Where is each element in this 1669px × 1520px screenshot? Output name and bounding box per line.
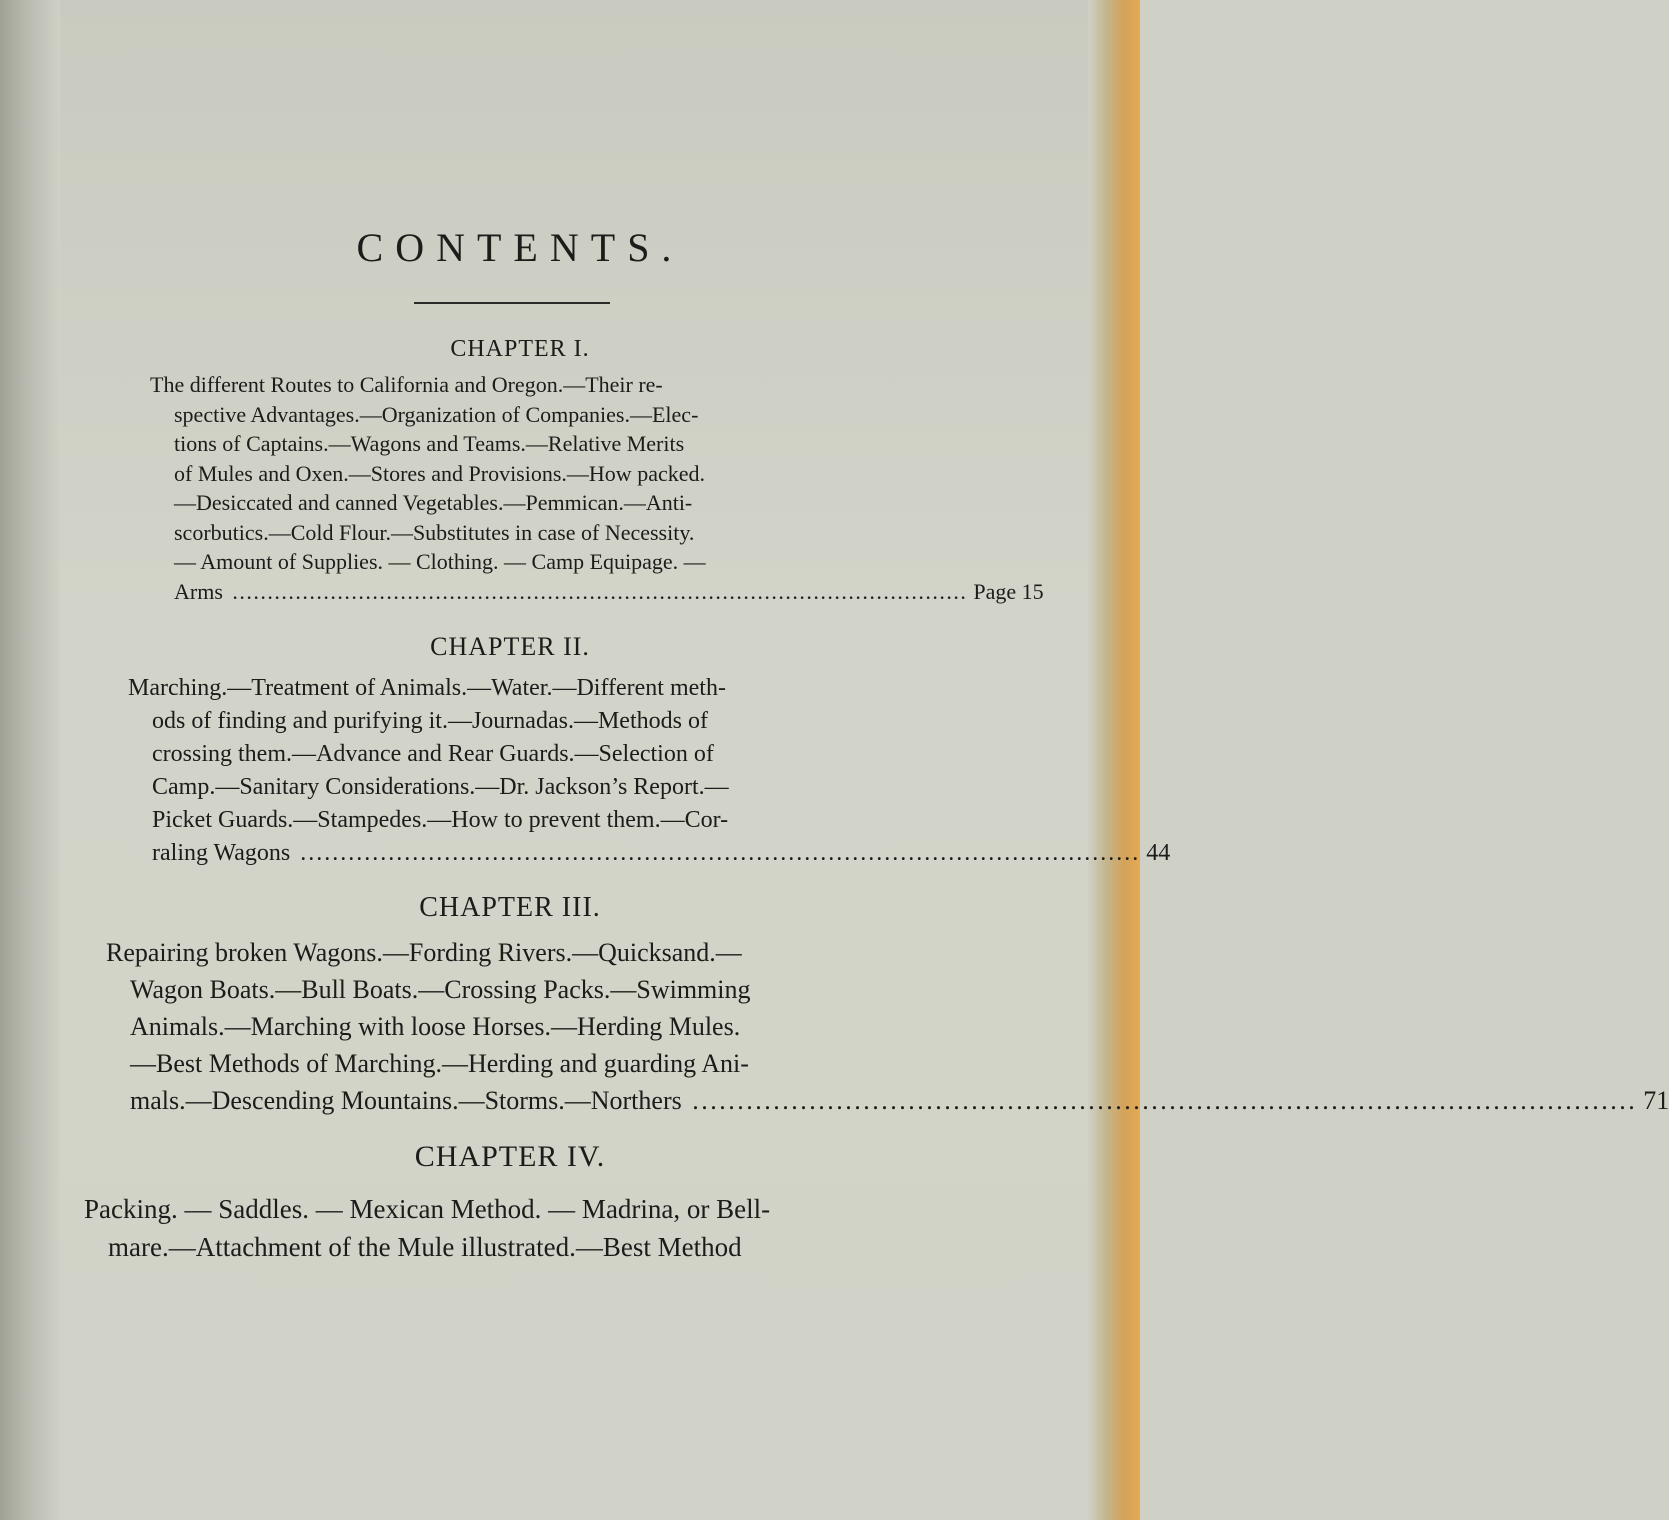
page-title: CONTENTS. — [356, 225, 684, 270]
summary-line: —Desiccated and canned Vegetables.—Pemmican.—Anti- — [174, 490, 693, 515]
page-reference: 71 — [1643, 1086, 1669, 1115]
chapter-heading: CHAPTER I. — [450, 336, 590, 362]
summary-last-line — [128, 837, 1171, 870]
chapter-summary — [84, 1190, 922, 1266]
summary-line: raling Wagons — [152, 840, 291, 866]
chapter-summary — [128, 672, 1171, 870]
summary-last-line — [150, 577, 1044, 607]
chapter-summary — [106, 934, 1669, 1119]
summary-line: —Best Methods of Marching.—Herding and guarding Ani- — [130, 1049, 749, 1078]
page-reference: 44 — [1146, 840, 1171, 866]
chapter-heading: CHAPTER III. — [419, 892, 601, 923]
summary-line: scorbutics.—Cold Flour.—Substitutes in case of Necessity. — [174, 519, 695, 545]
summary-line: mals.—Descending Mountains.—Storms.—Northers — [130, 1086, 682, 1115]
summary-line: Camp.—Sanitary Considerations.—Dr. Jackson’s Report.— — [152, 774, 729, 800]
summary-line: mare.—Attachment of the Mule illustrated.—Best Method — [108, 1232, 742, 1262]
summary-line: ods of finding and purifying it.—Journadas.—Methods of — [152, 708, 708, 734]
summary-line: — Amount of Supplies. — Clothing. — Camp Equipage. — — [174, 549, 706, 574]
summary-last-line — [106, 1082, 1669, 1119]
dot-leader — [300, 840, 1136, 866]
summary-line: Wagon Boats.—Bull Boats.—Crossing Packs.—Swimming — [130, 975, 751, 1004]
chapter-summary — [150, 370, 1044, 606]
summary-line: tions of Captains.—Wagons and Teams.—Relative Merits — [174, 431, 685, 456]
chapter-heading: CHAPTER IV. — [414, 1140, 606, 1173]
dot-leader — [232, 579, 964, 604]
title-rule — [414, 302, 610, 304]
summary-line: spective Advantages.—Organization of Companies.—Elec- — [174, 401, 699, 427]
summary-line: crossing them.—Advance and Rear Guards.—Selection of — [152, 741, 714, 767]
summary-line: The different Routes to California and Oregon.—Their re- — [150, 372, 663, 397]
summary-line: Arms — [174, 578, 223, 604]
summary-line: Packing. — Saddles. — Mexican Method. — Madrina, or Bell- — [84, 1194, 771, 1224]
summary-line: Picket Guards.—Stampedes.—How to prevent them.—Cor- — [152, 807, 729, 833]
summary-line: Repairing broken Wagons.—Fording Rivers.—Quicksand.— — [106, 938, 742, 967]
summary-line: Marching.—Treatment of Animals.—Water.—Different meth- — [128, 675, 726, 701]
dot-leader — [692, 1086, 1633, 1115]
chapter-heading: CHAPTER II. — [430, 632, 590, 661]
summary-line: Animals.—Marching with loose Horses.—Herding Mules. — [130, 1012, 741, 1041]
page-reference: Page 15 — [973, 578, 1044, 604]
summary-line: of Mules and Oxen.—Stores and Provisions.—How packed. — [174, 460, 705, 486]
